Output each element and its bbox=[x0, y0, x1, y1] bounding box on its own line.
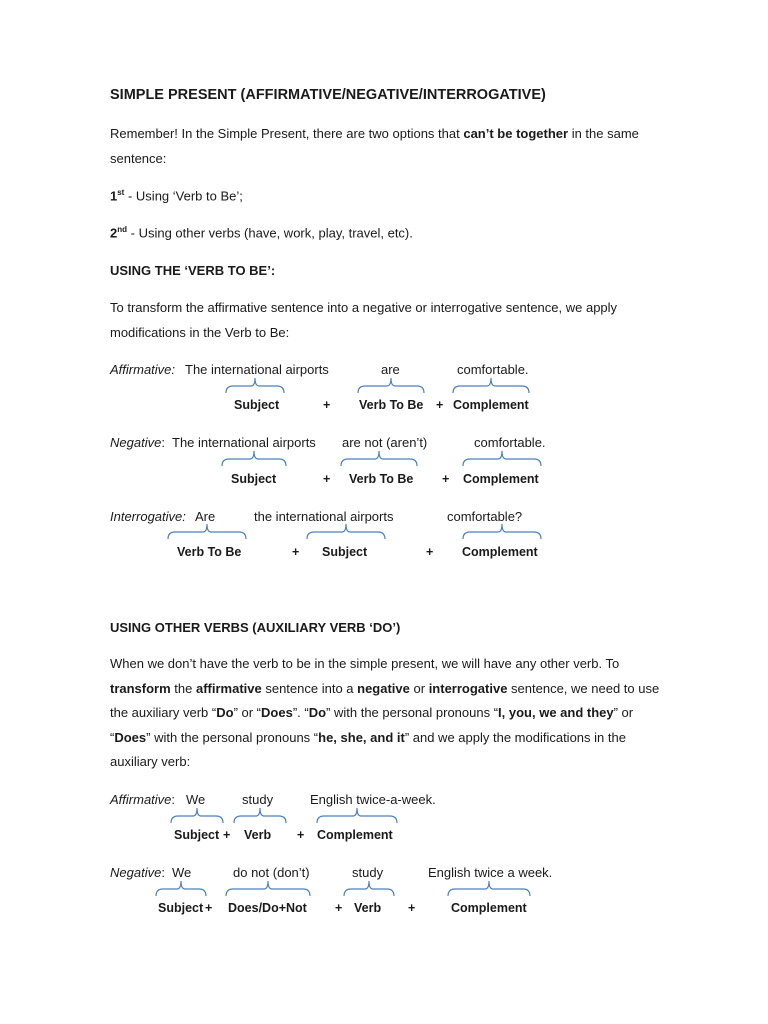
s1-neg-word-2: are not (aren’t) bbox=[342, 435, 428, 450]
s1-int-brace-1 bbox=[167, 523, 247, 541]
s2-aff-plus-2: + bbox=[297, 828, 305, 842]
s2-bold-10: he, she, and it bbox=[318, 729, 405, 745]
s1-int-plus-1: + bbox=[292, 545, 300, 559]
s2-neg-part-complement: Complement bbox=[451, 901, 527, 915]
s2-neg-label-wrap bbox=[110, 865, 165, 880]
s2-bold-3: negative bbox=[357, 680, 410, 696]
option-2-text: - Using other verbs (have, work, play, travel, etc). bbox=[127, 225, 413, 241]
s2-text-7: ”. “ bbox=[292, 705, 309, 720]
s2-neg-plus-3: + bbox=[408, 901, 416, 915]
s1-neg-brace-1 bbox=[221, 450, 287, 468]
s1-aff-part-subject: Subject bbox=[234, 398, 280, 412]
s2-text-8: ” with the personal pronouns “ bbox=[326, 705, 499, 720]
s2-neg-label: Negative bbox=[110, 865, 162, 880]
section-1-paragraph: To transform the affirmative sentence into a negative or interrogative sentence, we apply modifications in the Verb to Be: bbox=[110, 300, 618, 340]
s1-neg-word-3: comfortable. bbox=[474, 435, 546, 450]
s1-aff-part-verb: Verb To Be bbox=[359, 398, 424, 412]
option-1-text: - Using ‘Verb to Be’; bbox=[124, 188, 243, 204]
s2-aff-brace-3 bbox=[316, 807, 398, 825]
page-title: SIMPLE PRESENT (AFFIRMATIVE/NEGATIVE/INTERROGATIVE) bbox=[110, 87, 546, 103]
s1-neg-label: Negative bbox=[110, 435, 162, 450]
s1-aff-label: Affirmative: bbox=[110, 362, 176, 377]
s1-aff-brace-3 bbox=[452, 377, 530, 395]
intro-text-2: in the same sentence: bbox=[110, 126, 639, 166]
s1-aff-word-1: The international airports bbox=[185, 362, 329, 377]
s2-text-1: When we don’t have the verb to be in the simple present, we will have any other verb. To bbox=[110, 656, 620, 671]
s1-neg-part-complement: Complement bbox=[463, 472, 539, 486]
s2-text-10: ” with the personal pronouns “ bbox=[146, 729, 319, 745]
s2-aff-colon: : bbox=[171, 792, 176, 807]
s2-neg-word-4: English twice a week. bbox=[428, 865, 553, 880]
s1-int-brace-3 bbox=[462, 523, 542, 541]
s2-neg-part-verb: Verb bbox=[354, 901, 382, 915]
s1-neg-label-wrap bbox=[110, 435, 165, 450]
s2-bold-5: Do bbox=[216, 705, 234, 720]
s2-aff-word-2: study bbox=[242, 792, 274, 807]
s1-neg-brace-3 bbox=[462, 450, 542, 468]
s2-aff-label: Affirmative bbox=[110, 792, 172, 807]
s1-aff-part-complement: Complement bbox=[453, 398, 529, 412]
s2-neg-brace-4 bbox=[447, 880, 531, 898]
s2-text-2: the bbox=[170, 680, 196, 696]
s2-bold-9: Does bbox=[114, 729, 147, 745]
s2-text-6: ” or “ bbox=[233, 705, 262, 720]
option-2 bbox=[110, 225, 413, 240]
s1-neg-plus-1: + bbox=[323, 472, 331, 486]
s2-aff-part-complement: Complement bbox=[317, 828, 393, 842]
intro-paragraph bbox=[110, 122, 670, 171]
s2-text-9: ” or “ bbox=[110, 705, 634, 745]
s1-neg-colon: : bbox=[161, 435, 165, 450]
s1-aff-plus-1: + bbox=[323, 398, 331, 412]
intro-text-1: Remember! In the Simple Present, there are two options that bbox=[110, 126, 464, 141]
s1-int-part-verb: Verb To Be bbox=[177, 545, 242, 559]
s1-neg-word-1: The international airports bbox=[172, 435, 316, 450]
s1-int-part-subject: Subject bbox=[322, 545, 368, 559]
section-2-heading: USING OTHER VERBS (AUXILIARY VERB ‘DO’) bbox=[110, 620, 401, 635]
s2-bold-7: Do bbox=[308, 705, 327, 720]
s1-int-word-1: Are bbox=[195, 509, 216, 524]
s2-neg-plus-1: + bbox=[205, 901, 213, 915]
s1-neg-brace-2 bbox=[340, 450, 418, 468]
s1-aff-word-2: are bbox=[381, 362, 400, 377]
s2-neg-word-2: do not (don’t) bbox=[233, 865, 310, 880]
option-1-number: 1 bbox=[110, 188, 118, 204]
s2-bold-2: affirmative bbox=[195, 680, 262, 696]
s2-neg-colon: : bbox=[161, 865, 165, 880]
option-2-number: 2 bbox=[110, 225, 118, 241]
s1-aff-brace-2 bbox=[357, 377, 425, 395]
s2-neg-word-3: study bbox=[352, 865, 384, 880]
s1-neg-plus-2: + bbox=[442, 472, 450, 486]
s1-aff-word-3: comfortable. bbox=[457, 362, 529, 377]
s2-aff-brace-1 bbox=[170, 807, 224, 825]
s2-bold-4: interrogative bbox=[428, 680, 508, 696]
s1-neg-part-subject: Subject bbox=[231, 472, 277, 486]
s1-int-plus-2: + bbox=[426, 545, 434, 559]
s1-int-label: Interrogative: bbox=[110, 509, 186, 524]
intro-bold: can’t be together bbox=[463, 126, 569, 141]
s1-neg-part-verb: Verb To Be bbox=[349, 472, 414, 486]
s2-neg-part-aux: Does/Do+Not bbox=[228, 901, 307, 915]
s2-text-3: sentence into a bbox=[261, 680, 358, 696]
s1-int-part-complement: Complement bbox=[462, 545, 538, 559]
s1-int-brace-2 bbox=[306, 523, 386, 541]
s1-aff-plus-2: + bbox=[436, 398, 444, 412]
s2-aff-label-wrap bbox=[110, 792, 175, 807]
s2-neg-brace-3 bbox=[343, 880, 395, 898]
s2-aff-brace-2 bbox=[233, 807, 287, 825]
s2-aff-word-1: We bbox=[186, 792, 206, 807]
s2-aff-part-subject: Subject bbox=[174, 828, 220, 842]
s2-neg-plus-2: + bbox=[335, 901, 343, 915]
s2-aff-word-3: English twice-a-week. bbox=[310, 792, 436, 807]
s2-bold-1: transform bbox=[110, 680, 171, 696]
s2-text-5: sentence, we need to use the auxiliary verb “ bbox=[110, 680, 660, 720]
s2-bold-8: I, you, we and they bbox=[498, 705, 614, 720]
section-2-paragraph bbox=[110, 652, 670, 775]
s2-neg-part-subject: Subject bbox=[158, 901, 204, 915]
s2-bold-6: Does bbox=[261, 705, 293, 720]
s2-neg-brace-1 bbox=[155, 880, 207, 898]
s2-neg-word-1: We bbox=[172, 865, 192, 880]
s2-aff-plus-1: + bbox=[223, 828, 231, 842]
s2-aff-part-verb: Verb bbox=[244, 828, 272, 842]
option-1-suffix: st bbox=[117, 188, 125, 197]
option-2-suffix: nd bbox=[117, 225, 128, 234]
s2-text-4: or bbox=[409, 680, 429, 696]
section-1-heading: USING THE ‘VERB TO BE’: bbox=[110, 263, 276, 278]
s1-int-word-3: comfortable? bbox=[447, 509, 523, 524]
s1-int-word-2: the international airports bbox=[254, 509, 394, 524]
s2-neg-brace-2 bbox=[225, 880, 311, 898]
s2-text-11: ” and we apply the modifications in the auxiliary verb: bbox=[110, 729, 626, 769]
s1-aff-brace-1 bbox=[225, 377, 285, 395]
option-1 bbox=[110, 188, 243, 203]
